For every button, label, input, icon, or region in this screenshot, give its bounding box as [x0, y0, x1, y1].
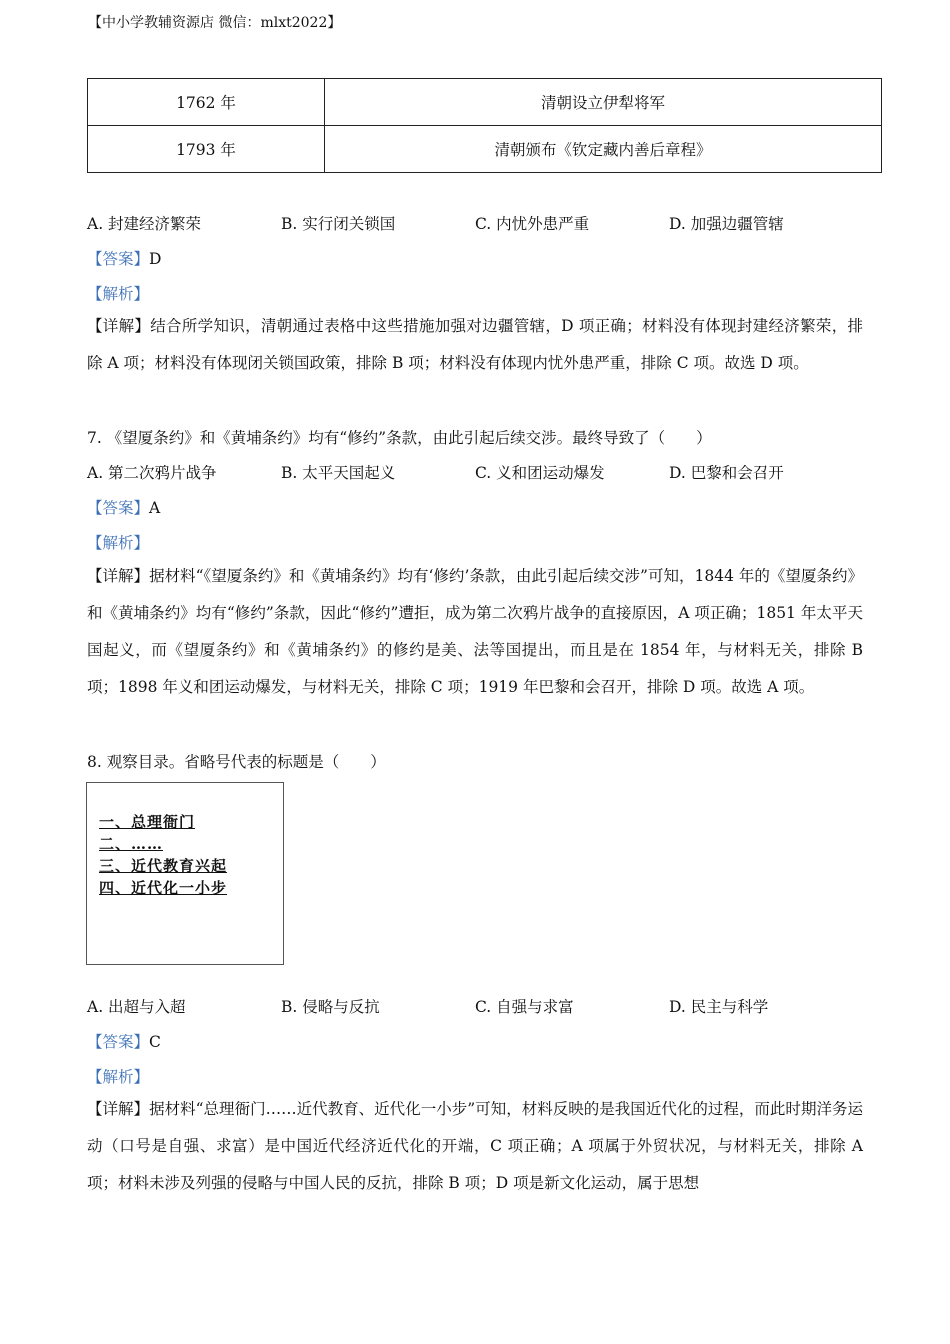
- option-d: D. 民主与科学: [669, 998, 769, 1016]
- q6-answer: [87, 247, 161, 269]
- q7-analysis-tag: 【解析】: [87, 534, 150, 552]
- q6-options: [87, 212, 887, 236]
- option-a: A. 第二次鸦片战争: [87, 464, 217, 482]
- detail-text: 据材料“总理衙门……近代教育、近代化一小步”可知，材料反映的是我国近代化的过程，而此时期洋务运动（口号是自强、求富）是中国近代经济近代化的开端，C 项正确；A 项属于外贸状况，与材料无关，排除 A 项；材料未涉及列强的侵略与中国人民的反抗，排除 B 项；D 项是新文化运动，属于思想: [87, 1100, 864, 1192]
- q6-detail: [87, 308, 863, 382]
- option-c: C. 内忧外患严重: [475, 215, 590, 233]
- q8-answer: [87, 1030, 161, 1052]
- option-c: C. 自强与求富: [475, 998, 574, 1016]
- q7-answer: [87, 496, 160, 518]
- toc-figure: [86, 782, 284, 965]
- q8-options: [87, 995, 887, 1019]
- q7-options: [87, 461, 887, 485]
- option-a: A. 出超与入超: [87, 998, 186, 1016]
- q7-stem: 7. 《望厦条约》和《黄埔条约》均有“修约”条款，由此引起后续交涉。最终导致了（ ）: [87, 429, 712, 447]
- option-d: D. 加强边疆管辖: [669, 215, 784, 233]
- detail-tag: 【详解】: [87, 317, 151, 335]
- option-d: D. 巴黎和会召开: [669, 464, 784, 482]
- answer-tag: 【答案】: [87, 250, 150, 268]
- detail-text: 结合所学知识，清朝通过表格中这些措施加强对边疆管辖，D 项正确；材料没有体现封建经济繁荣，排除 A 项；材料没有体现闭关锁国政策，排除 B 项；材料没有体现内忧外患严重，排除 C 项。故选 D 项。: [87, 317, 863, 372]
- detail-tag: 【详解】: [87, 567, 150, 585]
- answer-value: A: [149, 499, 161, 517]
- answer-value: C: [149, 1033, 161, 1051]
- detail-tag: 【详解】: [87, 1100, 150, 1118]
- q6-analysis-tag: 【解析】: [87, 285, 150, 303]
- event-cell: 清朝颁布《钦定藏内善后章程》: [325, 126, 882, 173]
- table-row: [88, 79, 882, 126]
- option-a: A. 封建经济繁荣: [87, 215, 202, 233]
- table-row: [88, 126, 882, 173]
- toc-item: 三、近代教育兴起: [99, 857, 228, 875]
- option-b: B. 实行闭关锁国: [281, 215, 396, 233]
- q8-detail: [87, 1091, 863, 1202]
- q8-analysis-tag: 【解析】: [87, 1068, 150, 1086]
- event-table: [87, 78, 882, 173]
- toc-list: [99, 811, 227, 899]
- option-c: C. 义和团运动爆发: [475, 464, 605, 482]
- toc-item: 一、总理衙门: [99, 813, 196, 831]
- q7-detail: [87, 558, 863, 706]
- year-cell: 1793 年: [88, 126, 325, 173]
- q8-stem: 8. 观察目录。省略号代表的标题是（ ）: [87, 753, 386, 771]
- option-b: B. 侵略与反抗: [281, 998, 380, 1016]
- year-cell: 1762 年: [88, 79, 325, 126]
- answer-tag: 【答案】: [87, 1033, 150, 1051]
- header-note: 【中小学教辅资源店 微信：mlxt2022】: [88, 15, 342, 31]
- answer-value: D: [149, 250, 162, 268]
- toc-item: 四、近代化一小步: [99, 879, 228, 897]
- option-b: B. 太平天国起义: [281, 464, 396, 482]
- event-cell: 清朝设立伊犁将军: [325, 79, 882, 126]
- toc-item: 二、……: [99, 835, 164, 853]
- answer-tag: 【答案】: [87, 499, 150, 517]
- detail-text: 据材料“《望厦条约》和《黄埔条约》均有‘修约’条款，由此引起后续交涉”可知，1844 年的《望厦条约》和《黄埔条约》均有“修约”条款，因此“修约”遭拒，成为第二次鸦片战争的直接原因，A 项正确；1851 年太平天国起义，而《望厦条约》和《黄埔条约》的修约是美、法等国提出，而且是在 1854 年，与材料无关，排除 B 项；1898 年义和团运动爆发，与材料无关，排除 C 项；1919 年巴黎和会召开，排除 D 项。故选 A 项。: [87, 567, 863, 696]
